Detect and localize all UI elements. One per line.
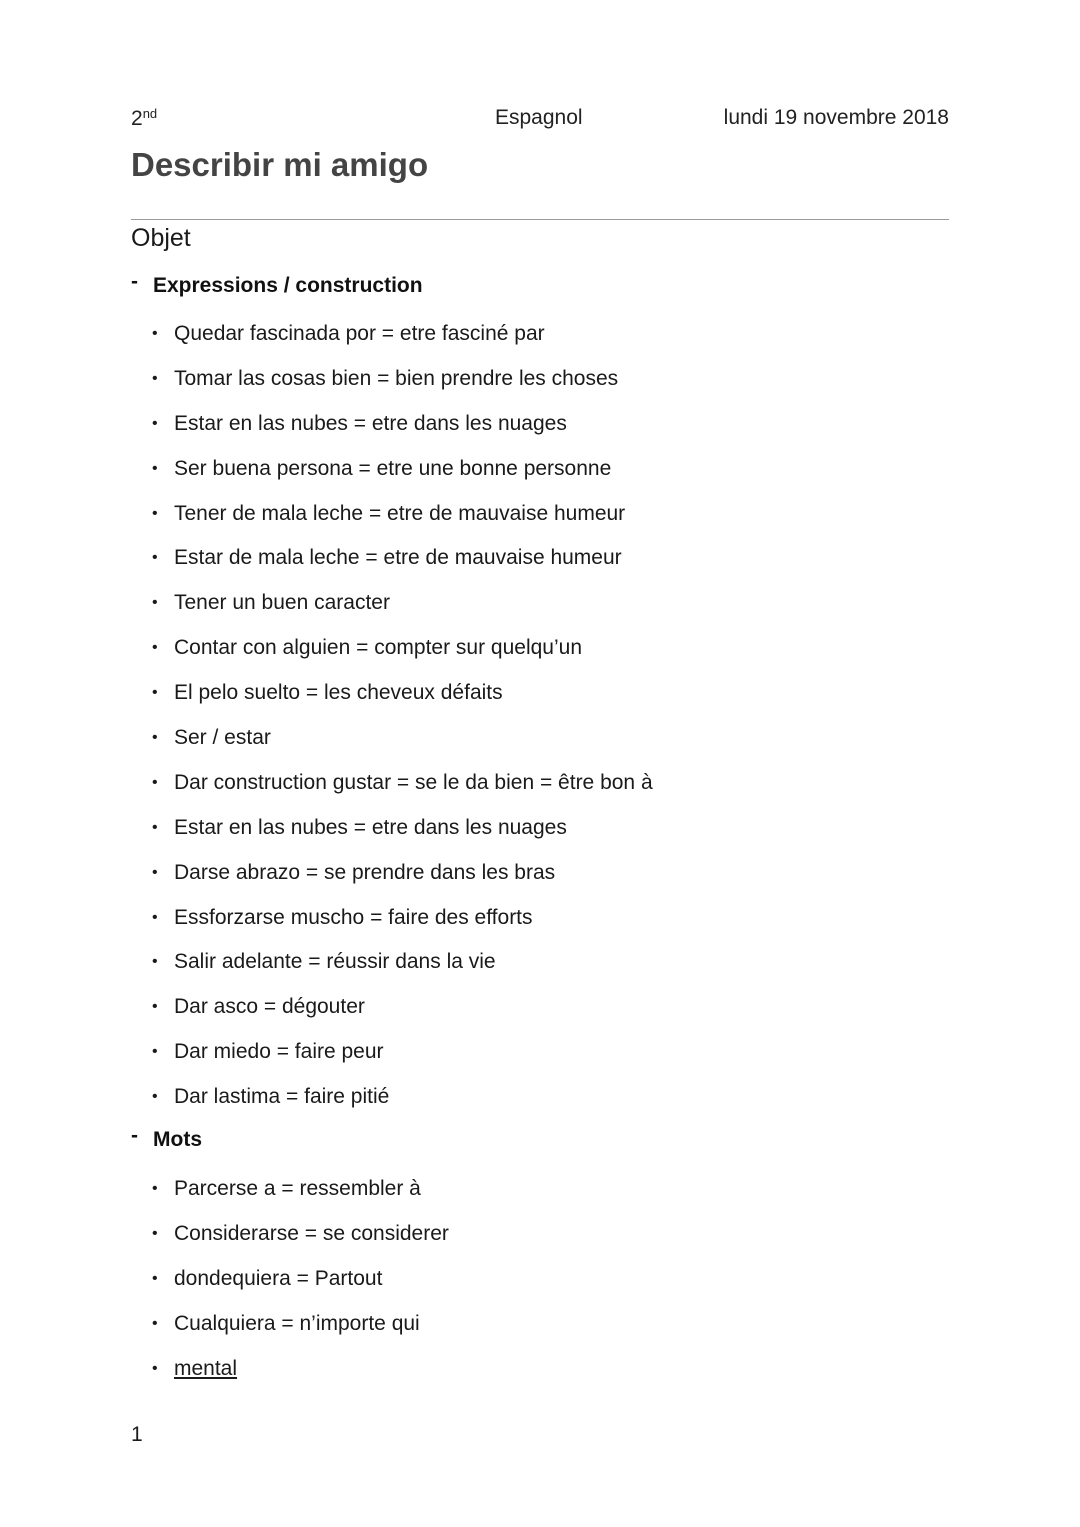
list-item bbox=[152, 409, 653, 454]
class-level-number: 2 bbox=[131, 107, 143, 130]
list-item-text: Ser / estar bbox=[174, 726, 271, 750]
list-item bbox=[152, 633, 653, 678]
list-item bbox=[152, 588, 653, 633]
list-item bbox=[152, 1309, 449, 1354]
bullet-marker: • bbox=[152, 1314, 158, 1332]
list-item bbox=[152, 1354, 449, 1399]
section-heading-objet: Objet bbox=[131, 224, 191, 252]
list-item-text: Ser buena persona = etre une bonne personne bbox=[174, 456, 612, 480]
bullet-marker: • bbox=[152, 684, 158, 702]
bullet-marker: • bbox=[152, 863, 158, 881]
bullet-marker: • bbox=[152, 773, 158, 791]
bullet-marker: • bbox=[152, 1088, 158, 1106]
list-item bbox=[152, 858, 653, 903]
list-item bbox=[152, 768, 653, 813]
date-label: lundi 19 novembre 2018 bbox=[723, 106, 949, 129]
list-item-text: Dar construction gustar = se le da bien = être bon à bbox=[174, 770, 653, 794]
list-item-text: Estar de mala leche = etre de mauvaise humeur bbox=[174, 546, 622, 570]
list-item-text: Dar miedo = faire peur bbox=[174, 1040, 384, 1064]
bullet-marker: • bbox=[152, 325, 158, 342]
bullet-marker: • bbox=[152, 1269, 158, 1287]
bullet-marker: • bbox=[152, 594, 158, 612]
list-item-text: Considerarse = se considerer bbox=[174, 1221, 449, 1245]
list-item-text: Parcerse a = ressembler à bbox=[174, 1177, 421, 1200]
bullet-marker: • bbox=[152, 1359, 158, 1377]
group-title-expressions-label: Expressions / construction bbox=[153, 274, 423, 297]
page-header bbox=[131, 106, 949, 136]
page-number: 1 bbox=[131, 1423, 143, 1446]
list-item bbox=[152, 678, 653, 723]
list-item-text: Essforzarse muscho = faire des efforts bbox=[174, 905, 533, 929]
list-item bbox=[152, 1037, 653, 1082]
class-level-suffix: nd bbox=[142, 106, 158, 121]
bullet-marker: • bbox=[152, 369, 158, 387]
list-item bbox=[152, 543, 653, 588]
list-item bbox=[152, 1082, 653, 1127]
list-item bbox=[152, 723, 653, 768]
list-item-text: Estar en las nubes = etre dans les nuages bbox=[174, 411, 567, 435]
group-title-expressions bbox=[131, 270, 423, 304]
list-item bbox=[152, 364, 653, 409]
list-item-text: Quedar fascinada por = etre fasciné par bbox=[174, 322, 545, 345]
list-item bbox=[152, 454, 653, 499]
list-item-text: Estar en las nubes = etre dans les nuages bbox=[174, 815, 567, 839]
bullet-marker: • bbox=[152, 549, 158, 567]
expressions-list bbox=[152, 319, 653, 1127]
list-item-text: dondequiera = Partout bbox=[174, 1266, 383, 1290]
mots-list bbox=[152, 1174, 449, 1398]
list-item-text: Contar con alguien = compter sur quelqu’un bbox=[174, 636, 583, 660]
list-item bbox=[152, 1219, 449, 1264]
bullet-marker: • bbox=[152, 639, 158, 657]
bullet-marker: • bbox=[152, 504, 158, 522]
title-divider bbox=[131, 219, 949, 220]
list-item bbox=[152, 813, 653, 858]
list-item-text: El pelo suelto = les cheveux défaits bbox=[174, 681, 503, 705]
list-item bbox=[152, 1264, 449, 1309]
bullet-marker: • bbox=[152, 1224, 158, 1242]
bullet-marker: • bbox=[152, 953, 158, 971]
dash-marker: - bbox=[131, 270, 138, 293]
dash-marker: - bbox=[131, 1124, 138, 1147]
bullet-marker: • bbox=[152, 818, 158, 836]
list-item-text: Cualquiera = n’importe qui bbox=[174, 1311, 420, 1335]
list-item-text: Dar asco = dégouter bbox=[174, 995, 365, 1019]
class-level bbox=[131, 106, 157, 131]
list-item-text: mental bbox=[174, 1356, 238, 1380]
bullet-marker: • bbox=[152, 998, 158, 1016]
list-item bbox=[152, 947, 653, 992]
list-item-text: Tomar las cosas bien = bien prendre les choses bbox=[174, 366, 619, 390]
list-item-text: Dar lastima = faire pitié bbox=[174, 1085, 390, 1109]
bullet-marker: • bbox=[152, 729, 158, 747]
subject-label: Espagnol bbox=[495, 106, 583, 129]
list-item bbox=[152, 1174, 449, 1219]
group-title-mots-label: Mots bbox=[153, 1128, 202, 1151]
list-item bbox=[152, 992, 653, 1037]
page-title: Describir mi amigo bbox=[131, 146, 429, 183]
bullet-marker: • bbox=[152, 459, 158, 477]
bullet-marker: • bbox=[152, 908, 158, 926]
list-item bbox=[152, 499, 653, 544]
list-item-text: Tener un buen caracter bbox=[174, 591, 390, 615]
list-item-text: Darse abrazo = se prendre dans les bras bbox=[174, 860, 556, 884]
list-item bbox=[152, 903, 653, 948]
list-item bbox=[152, 319, 653, 364]
bullet-marker: • bbox=[152, 1180, 158, 1197]
list-item-text: Tener de mala leche = etre de mauvaise humeur bbox=[174, 501, 626, 525]
group-title-mots bbox=[131, 1124, 202, 1158]
bullet-marker: • bbox=[152, 414, 158, 432]
list-item-text: Salir adelante = réussir dans la vie bbox=[174, 950, 496, 974]
bullet-marker: • bbox=[152, 1043, 158, 1061]
